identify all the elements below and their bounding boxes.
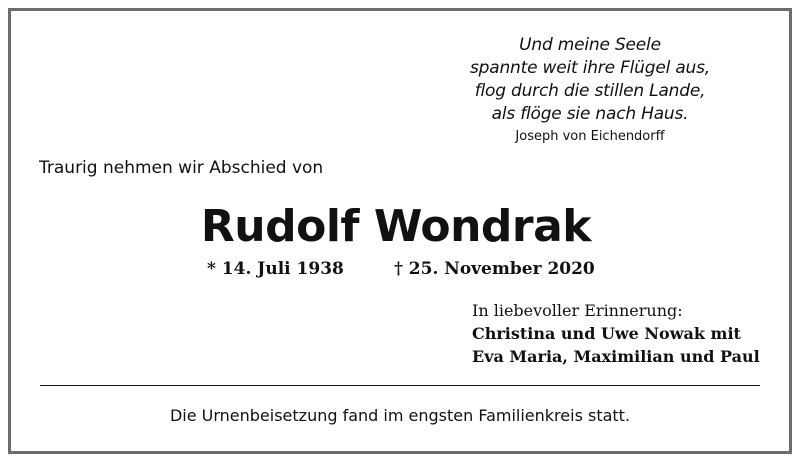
quote-author: Joseph von Eichendorff [515,129,665,144]
deceased-name: Rudolf Wondrak [200,201,592,252]
quote-line: als flöge sie nach Haus. [491,104,689,124]
mourners-label: In liebevoller Erinnerung: [472,301,683,320]
mourners-line: Eva Maria, Maximilian und Paul [472,347,760,366]
divider-line [40,385,760,386]
birth-date: * 14. Juli 1938 [207,259,344,279]
mourners-line: Christina und Uwe Nowak mit [472,324,741,343]
mourners-block [472,299,760,368]
poem-quote [440,34,740,148]
quote-line: flog durch die stillen Lande, [474,81,706,101]
death-date: † 25. November 2020 [394,259,595,279]
quote-line: Und meine Seele [519,35,661,55]
burial-notice: Die Urnenbeisetzung fand im engsten Familienkreis statt. [169,406,631,425]
intro-text: Traurig nehmen wir Abschied von [39,158,324,178]
deceased-name-block [0,198,800,256]
quote-line: spannte weit ihre Flügel aus, [470,58,710,78]
